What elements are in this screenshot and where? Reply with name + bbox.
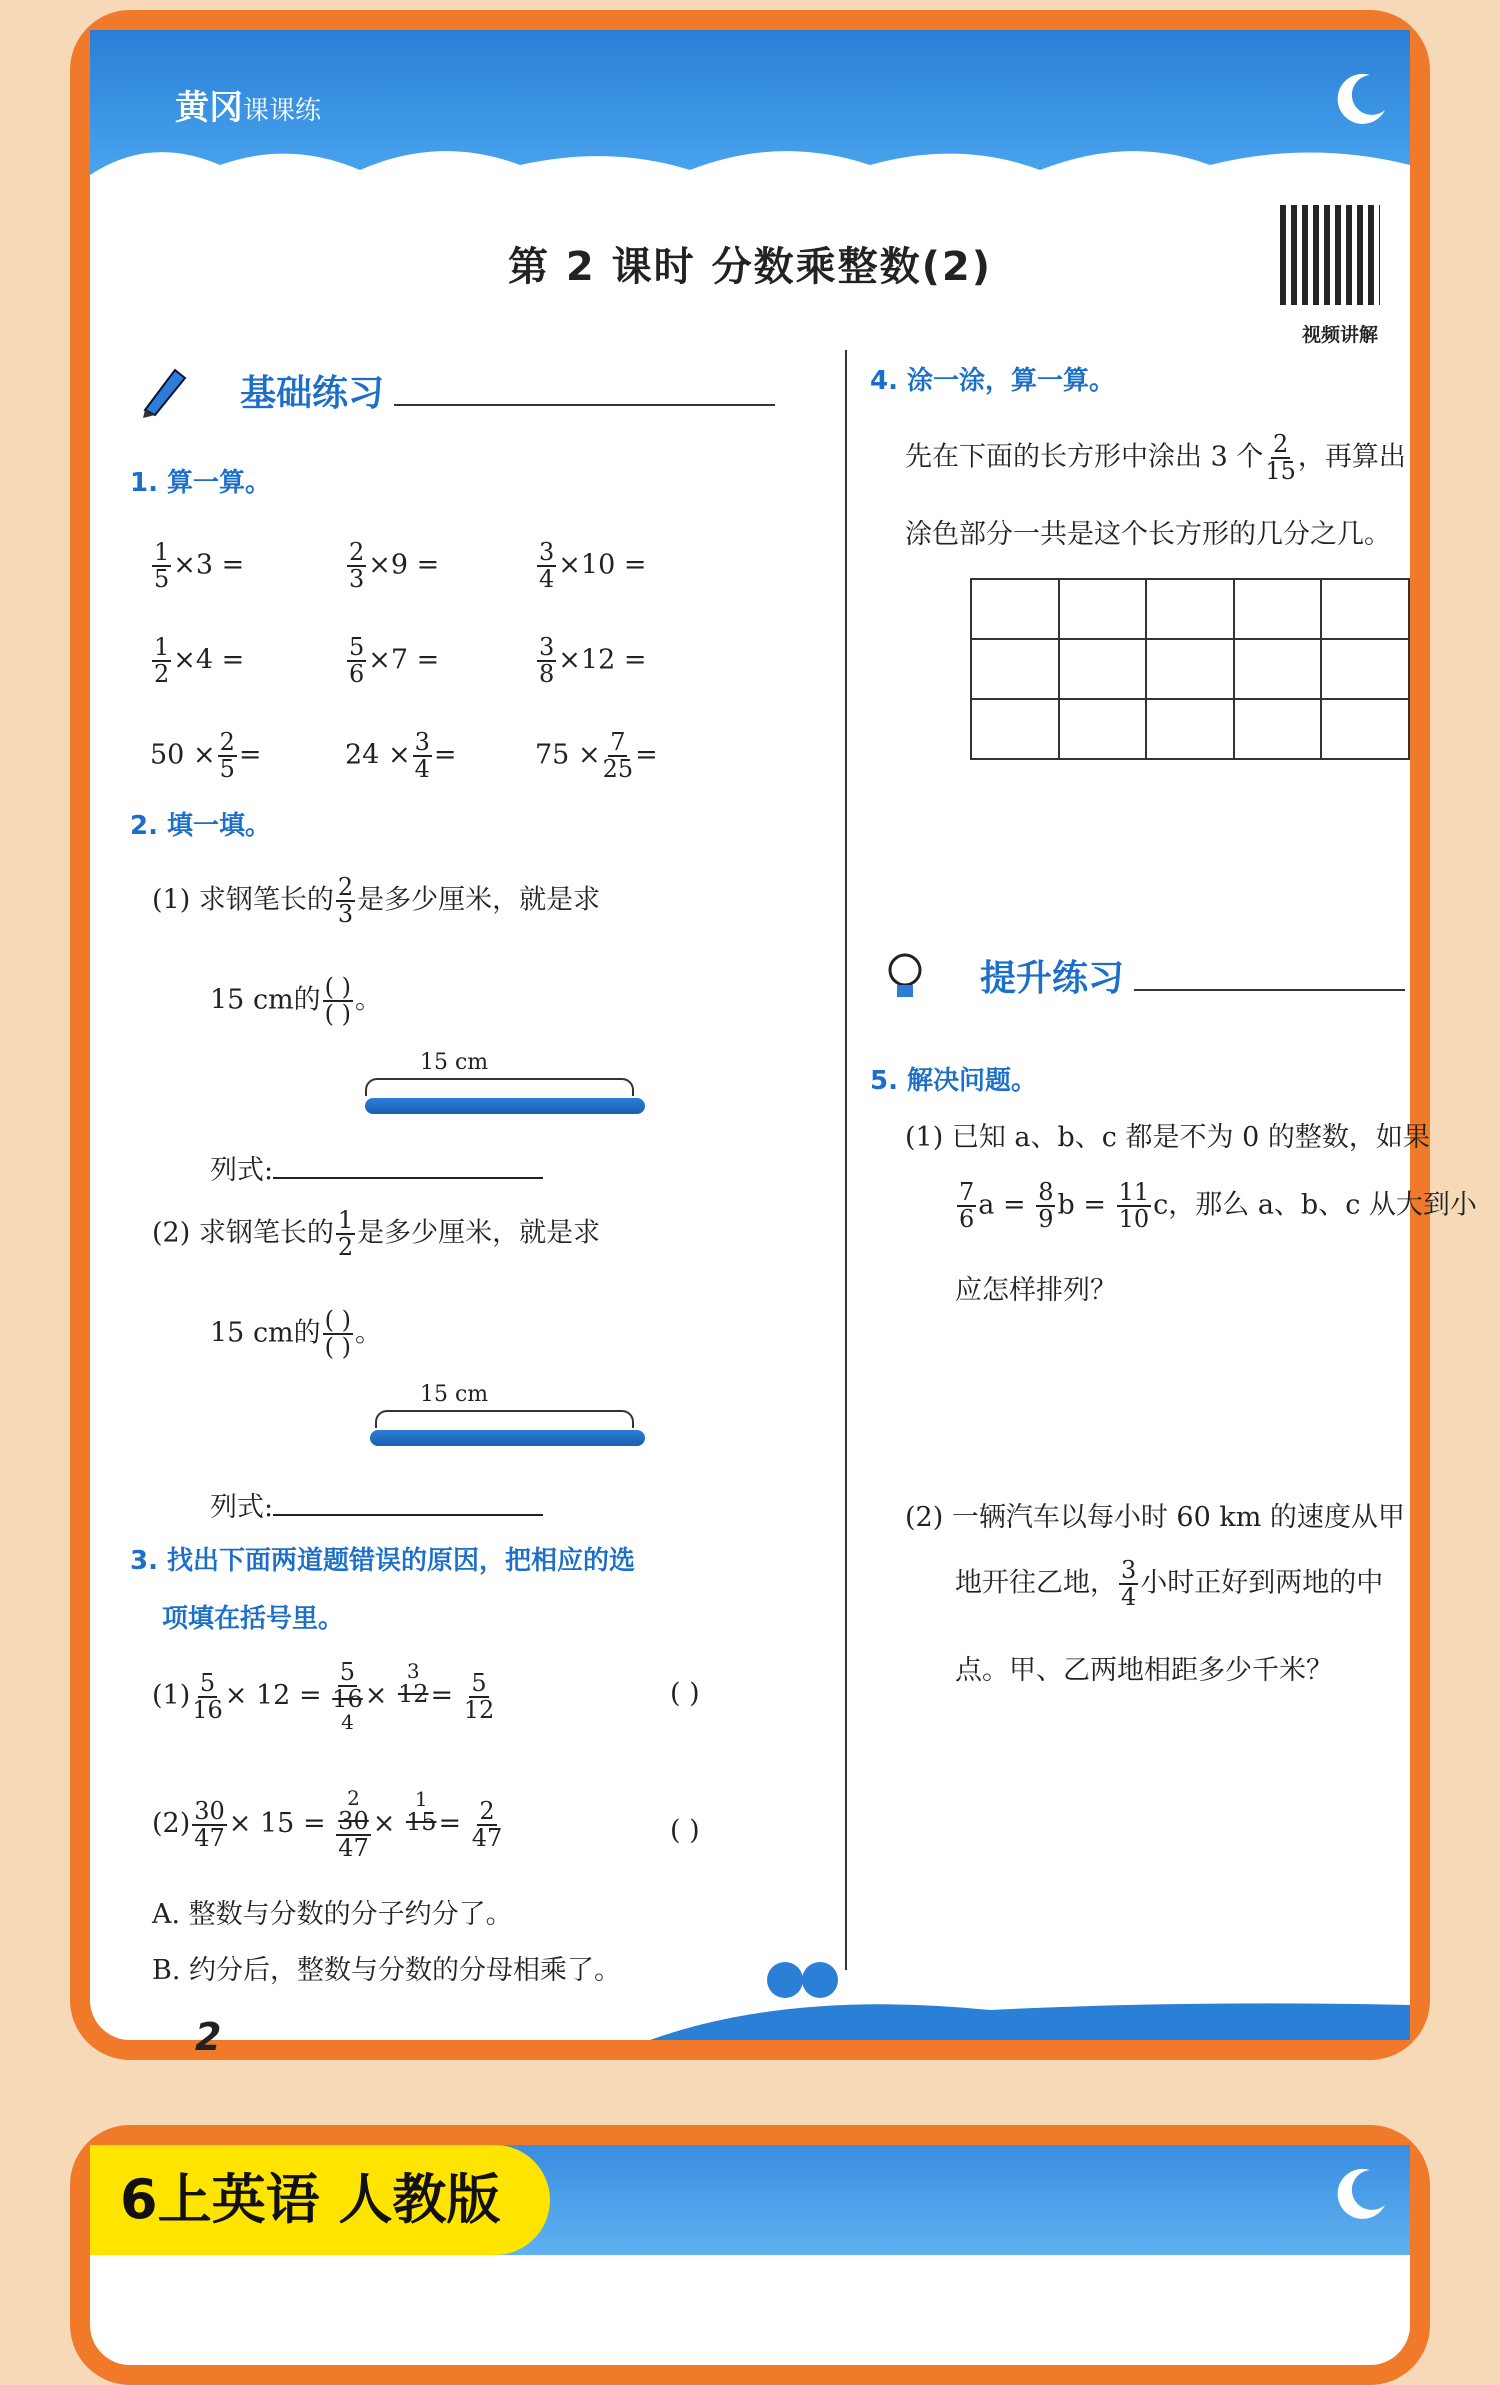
q5-part1-line1: (1) 已知 a、b、c 都是不为 0 的整数，如果	[905, 1122, 1430, 1153]
blank-fraction: $\frac{( )}{( )}$	[324, 973, 352, 1029]
section-basic-header	[135, 360, 775, 420]
q4-rectangle-grid[interactable]	[970, 578, 1410, 760]
grid-cell[interactable]	[971, 639, 1059, 699]
q1-item: $\frac{1}{2}$ ×4 =	[154, 633, 245, 689]
grid-cell[interactable]	[1321, 639, 1409, 699]
lightbulb-icon	[875, 945, 935, 1005]
subject-tag: 6上英语 人教版	[90, 2145, 550, 2255]
q5-part1-line3: 应怎样排列？	[955, 1275, 1117, 1306]
pen2-brace	[375, 1410, 634, 1428]
q2-title: 2. 填一填。	[130, 811, 272, 841]
grid-cell[interactable]	[971, 699, 1059, 759]
grid-cell[interactable]	[1146, 639, 1234, 699]
grid-cell[interactable]	[1321, 579, 1409, 639]
fraction: $\frac{1}{2}$	[337, 1206, 354, 1262]
q2-part1-line1: (1) 求钢笔长的 $\frac{2}{3}$ 是多少厘米，就是求	[152, 873, 601, 929]
q1-item: $\frac{3}{8}$ ×12 =	[539, 633, 647, 689]
q1-item: $\frac{5}{6}$ ×7 =	[349, 633, 440, 689]
blank-fraction: $\frac{( )}{( )}$	[324, 1306, 352, 1362]
q5-part1-line2: $\frac{7}{6}$ a = $\frac{8}{9}$ b = $\frac{11}{10}$ c，那么 a、b、c 从大到小	[959, 1178, 1477, 1234]
qr-caption: 视频讲解	[1301, 324, 1378, 346]
grid-cell[interactable]	[1059, 639, 1147, 699]
column-divider	[845, 350, 847, 1970]
brand-logo: 黄冈课课练	[175, 88, 322, 128]
q1-title: 1. 算一算。	[130, 468, 272, 498]
grid-cell[interactable]	[1234, 579, 1322, 639]
grid-cell[interactable]	[1146, 579, 1234, 639]
q3-answer1[interactable]: ( )	[670, 1678, 700, 1709]
q5-title: 5. 解决问题。	[870, 1066, 1038, 1096]
grid-cell[interactable]	[1321, 699, 1409, 759]
q3-answer2[interactable]: ( )	[670, 1815, 700, 1846]
grid-cell[interactable]	[971, 579, 1059, 639]
cloud-band	[90, 135, 1410, 215]
section-advanced-label: 提升练习	[980, 957, 1125, 999]
section-basic-label: 基础练习	[240, 372, 385, 414]
q2-part1-line2: 15 cm的 $\frac{( )}{( )}$ 。	[210, 973, 383, 1029]
page-number: 2	[195, 2015, 222, 2059]
pen1-image	[365, 1098, 645, 1114]
q1-item: $\frac{3}{4}$ ×10 =	[539, 538, 647, 594]
section-line	[1134, 989, 1405, 991]
q2-part2-line2: 15 cm的 $\frac{( )}{( )}$ 。	[210, 1306, 383, 1362]
pen2-length-label: 15 cm	[420, 1382, 489, 1407]
pencil-icon	[135, 360, 195, 420]
q5-part2-line1: (2) 一辆汽车以每小时 60 km 的速度从甲	[905, 1502, 1405, 1533]
next-page-preview	[70, 2125, 1430, 2385]
page-title: 第 2 课时 分数乘整数(2)	[507, 244, 992, 290]
moon-icon	[1330, 2165, 1390, 2225]
q3-expr1: (1) $\frac{5}{16}$ × 12 = 5 16 4 × 3 12 = $\frac{5}{12}$	[152, 1658, 495, 1735]
q2-part2-formula: 列式:	[210, 1485, 543, 1524]
q3-title-l2: 项填在括号里。	[162, 1604, 345, 1634]
moon-icon	[1330, 70, 1390, 130]
q5-part2-line3: 点。甲、乙两地相距多少千米？	[955, 1655, 1333, 1686]
ground-decoration	[90, 1950, 1410, 2040]
q3-option-a: A. 整数与分数的分子约分了。	[152, 1899, 513, 1930]
q1-item: $\frac{1}{5}$ ×3 =	[154, 538, 245, 594]
q1-item: $\frac{2}{3}$ ×9 =	[349, 538, 440, 594]
grid-cell[interactable]	[1234, 639, 1322, 699]
q1-item: 24 × $\frac{3}{4}$ =	[345, 728, 457, 784]
q1-item: 50 × $\frac{2}{5}$ =	[150, 728, 262, 784]
pen2-image	[370, 1430, 645, 1446]
qr-code-icon[interactable]	[1280, 205, 1380, 305]
q2-part2-line1: (2) 求钢笔长的 $\frac{1}{2}$ 是多少厘米，就是求	[152, 1206, 601, 1262]
q3-expr2: (2) $\frac{30}{47}$ × 15 = 2 30 47 × 1 15 = $\frac{2}{47}$	[152, 1786, 503, 1863]
q5-part2-line2: 地开往乙地， $\frac{3}{4}$ 小时正好到两地的中	[955, 1556, 1384, 1612]
section-advanced-header	[875, 945, 1405, 1005]
q3-option-b: B. 约分后，整数与分数的分母相乘了。	[152, 1955, 622, 1986]
q1-item: 75 × $\frac{7}{25}$ =	[535, 728, 658, 784]
grid-cell[interactable]	[1234, 699, 1322, 759]
workbook-page	[70, 10, 1477, 2060]
fraction: $\frac{2}{3}$	[337, 873, 354, 929]
q4-line1: 先在下面的长方形中涂出 3 个 $\frac{2}{15}$ ，再算出	[905, 430, 1406, 486]
grid-cell[interactable]	[1059, 579, 1147, 639]
grid-cell[interactable]	[1146, 699, 1234, 759]
pen1-length-label: 15 cm	[420, 1050, 489, 1075]
q4-line2: 涂色部分一共是这个长方形的几分之几。	[905, 519, 1391, 550]
grid-cell[interactable]	[1059, 699, 1147, 759]
q4-title: 4. 涂一涂，算一算。	[870, 366, 1116, 396]
pen1-brace	[365, 1078, 634, 1096]
q3-title-l1: 3. 找出下面两道题错误的原因，把相应的选	[130, 1546, 636, 1576]
section-line	[394, 404, 775, 406]
q2-part1-formula: 列式:	[210, 1148, 543, 1187]
